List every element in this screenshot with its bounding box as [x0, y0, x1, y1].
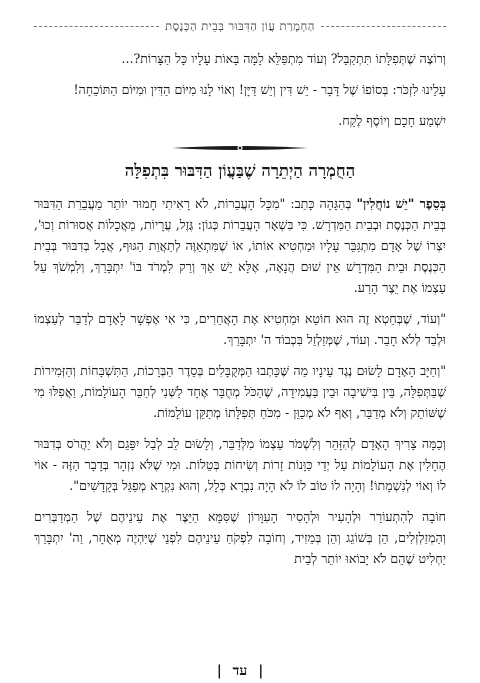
- running-header: [34, 16, 446, 36]
- paragraph-2: עָלֵינוּ לִזְכֹּר: בְּסוֹפוֹ שֶׁל דָּבָר - יֵשׁ דִּין וְיֵשׁ דַּיָּן! וְאוֹי לָנוּ מִיּוֹם הַדִּין וּמִיּוֹם הַתּוֹכֵחָה!: [73, 82, 446, 97]
- paragraph-5: "וְעוֹד, שֶׁבְּחֵטְא זֶה הוּא חוֹטֵא וּמַחְטִיא אֶת הָאֲחֵרִים, כִּי אִי אֶפְשָׁר לָאָדָם לְדַבֵּר לְעַצְמוֹ וּלְבַד לְלֹא חָבֵר. וְעוֹד, שֶׁמְּזַלְזֵל בִּכְבוֹד ה' יִתְבָּרַךְ.: [34, 311, 446, 347]
- source-citation: בְּסֵפֶר "יֵשׁ נוֹחֲלִין": [356, 196, 446, 211]
- header-dashed-rule-right: [321, 26, 446, 27]
- paragraph-7: וְכַמָּה צָרִיךְ הָאָדָם לְהִזָּהֵר וְלִשְׁמֹר עַצְמוֹ מִלְּדַבֵּר, וְלָשׂוּם לֵב לְבַל יִפָּגֵם וְלֹא יַהֲרֹס בְּדִבּוּר הֶחָלִין אֶת הָעוֹלָמוֹת עַל יְדֵי כַּוָּנוֹת זָרוֹת וְשִׂיחוֹת בְּטֵלוֹת. וּמִי שֶׁלֹּא נִזְהָר בְּדָבָר הַזֶּה - אוֹי לוֹ וְאוֹי לְנִשְׁמָתוֹ! וְהָיָה לוֹ טוֹב לוֹ לֹא הָיָה נִבְרָא כְּלָל, וְהוּא נִקְרָא מְפַגֵּל בְּקָדָשִׁים".: [34, 436, 446, 493]
- paragraph-8: חוֹבָה לְהִתְעוֹרֵר וּלְהָעִיר וּלְהָסִיר הָעִוָּרוֹן שֶׁסִּמָּא הַיֵּצֶר אֶת עֵינֵיהֶם שֶׁל הַמְדַבְּרִים וְהַמְזַלְזְלִים, הֵן בְּשׁוֹגֵג וְהֵן בְּמֵזִיד, וְחוֹבָה לִפְקֹחַ עֵינֵיהֶם לִפְנֵי שֶׁיִּהְיֶה מְאֻחָר, וַה' יִתְבָּרַךְ יַחְלִיט שֶׁהֵם לֹא יָבוֹאוּ יוֹתֵר לְבֵית: [34, 509, 446, 566]
- header-dashed-rule-left: [34, 26, 159, 27]
- document-page: [34, 16, 446, 671]
- paragraph-6: "וְחַיָּב הָאָדָם לָשׂוּם נֶגֶד עֵינָיו מַה שֶּׁכָּתְבוּ הַמְּקֻבָּלִים בְּסֵדֶר הַבְּרָכוֹת, הַתִּשְׁבָּחוֹת וְהַזְּמִירוֹת שֶׁבַּתְּפִלָּה, בֵּין בִּישִׁיבָה וּבֵין בַּעֲמִידָה, שֶׁהַכֹּל מְחֻבָּר אֶחָד לַשְּׁנִי לְחַבֵּר הָעוֹלָמוֹת, וַאֲפִלּוּ מִי שֶׁשּׁוֹתֵק וְלֹא מְדַבֵּר, וְאַף לֹא מְכַוֵּן - מִכֹּחַ תְּפִלָּתוֹ מְתַקֵּן עוֹלָמוֹת.: [34, 363, 446, 420]
- paragraph-4-text: בְּהַגָּהָה כָּתַב: "מִכָּל הָעֲבֵרוֹת, לֹא רָאִיתִי חָמוּר יוֹתֵר מֵעֲבֵרַת הַדִּבּוּר בְּבֵית הַכְּנֶסֶת וּבְבֵית הַמִּדְרָשׁ. כִּי בִּשְׁאָר הָעֲבֵרוֹת כְּגוֹן: גֶּזֶל, עֲרָיוֹת, מַאֲכָלוֹת אֲסוּרוֹת וְכוּ', יִצְרוֹ שֶׁל אָדָם מִתְגַּבֵּר עָלָיו וּמַחְטִיא אוֹתוֹ, אוֹ שֶׁמִּתְאַוֶּה לְתַאֲוַת הַגּוּף, אֲבָל בְּדִבּוּר בְּבֵית הַכְּנֶסֶת וּבֵית הַמִּדְרָשׁ אֵין שׁוּם הֲנָאָה, אֶלָּא יֵשׁ אַךְ וְרַק לִמְרֹד בּוֹ' יִתְבָּרַךְ, וְלִמְשֹׁךְ עַל עַצְמוֹ אֶת יֵצֶר הָרַע.: [34, 196, 446, 295]
- ornament-divider-icon: [170, 143, 310, 153]
- footer-bar-left: |: [216, 663, 222, 679]
- page-number: עד: [232, 663, 248, 679]
- section-title: הַחֻמְרָה הַיְתֵרָה שֶׁבַּעֲוֹן הַדִּבּוּר בִּתְפִלָּה: [124, 161, 356, 180]
- paragraph-4: [34, 193, 446, 298]
- page-footer: [0, 661, 480, 681]
- footer-bar-right: |: [258, 663, 264, 679]
- paragraph-1: וְרוֹצֶה שֶׁתְּפִלָּתוֹ תִּתְקַבֵּל? וְעוֹד מִתְפַּלֵּא לָמָּה בָּאוֹת עָלָיו כָּל הַצָּרוֹת?...: [121, 51, 446, 66]
- paragraph-3: יִשְׁמַע חָכָם וְיוֹסֶף לֶקַח.: [338, 113, 446, 128]
- running-title: הַחְמָרַת עֲוֹן הַדִּבּוּר בְּבֵית הַכְּנֶסֶת: [165, 19, 315, 33]
